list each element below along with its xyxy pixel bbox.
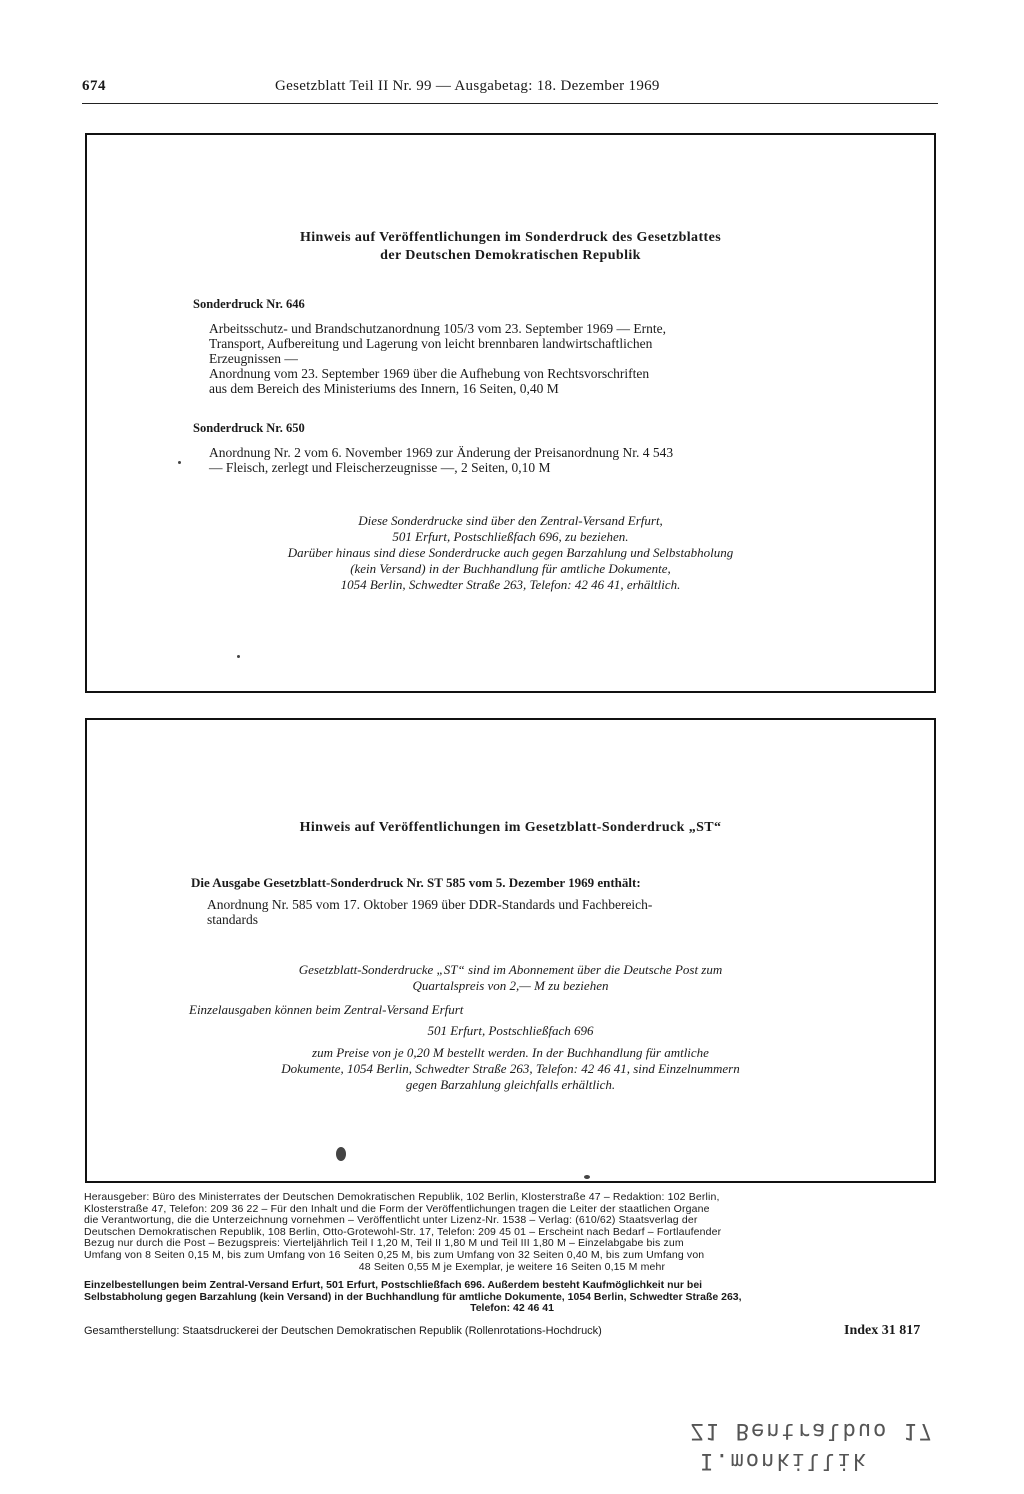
price-notice bbox=[87, 1045, 934, 1093]
body-line: — Fleisch, zerlegt und Fleischerzeugnisse —, 2 Seiten, 0,10 M bbox=[209, 460, 551, 475]
notice-line: (kein Versand) in der Buchhandlung für amtliche Dokumente, bbox=[350, 561, 671, 576]
notice-line: 1054 Berlin, Schwedter Straße 263, Telefon: 42 46 41, erhältlich. bbox=[340, 577, 681, 592]
box1-heading-line: der Deutschen Demokratischen Republik bbox=[380, 248, 641, 263]
bleed-through-stamp-line: I.monkillik bbox=[700, 1448, 868, 1473]
order-line: Telefon: 42 46 41 bbox=[470, 1303, 554, 1315]
issue-title: Die Ausgabe Gesetzblatt-Sonderdruck Nr. ST 585 vom 5. Dezember 1969 enthält: bbox=[191, 875, 641, 890]
running-header: Gesetzblatt Teil II Nr. 99 — Ausgabetag: 18. Dezember 1969 bbox=[275, 78, 660, 94]
imprint-line: die Verantwortung, die die Unterzeichnung vornehmen – Veröffentlicht unter Lizenz-Nr. 1538 – Verlag: (610/62) Staatsverlag der bbox=[84, 1215, 698, 1227]
box1-heading-line: Hinweis auf Veröffentlichungen im Sonderdruck des Gesetzblattes bbox=[299, 230, 722, 245]
body-line: standards bbox=[207, 912, 258, 927]
printer-credit: Gesamtherstellung: Staatsdruckerei der Deutschen Demokratischen Republik (Rollenrotations-Hochdruck) bbox=[84, 1325, 602, 1337]
subscription-notice bbox=[87, 962, 934, 994]
sonderdruck-notice-box bbox=[85, 133, 936, 693]
notice-line: gegen Barzahlung gleichfalls erhältlich. bbox=[405, 1077, 616, 1092]
imprint-line: Bezug nur durch die Post – Bezugspreis: Vierteljährlich Teil I 1,20 M, Teil II 1,80 M und Teil III 1,80 M – Einzelabgabe bis zum bbox=[84, 1238, 684, 1250]
address-line: 501 Erfurt, Postschließfach 696 bbox=[427, 1023, 594, 1038]
scan-speck bbox=[178, 461, 181, 464]
box2-heading: Hinweis auf Veröffentlichungen im Gesetzblatt-Sonderdruck „ST“ bbox=[299, 820, 722, 835]
index-number: Index 31 817 bbox=[844, 1323, 921, 1338]
issue-body bbox=[207, 897, 827, 927]
page-number: 674 bbox=[82, 78, 106, 94]
body-line: Anordnung Nr. 585 vom 17. Oktober 1969 über DDR-Standards und Fachbereich- bbox=[207, 897, 653, 912]
imprint-line: Klosterstraße 47, Telefon: 209 36 22 – Für den Inhalt und die Form der Veröffentlichungen tragen die Leiter der staatlichen Organe bbox=[84, 1203, 710, 1215]
st-sonderdruck-notice-box bbox=[85, 718, 936, 1183]
single-issue-notice: Einzelausgaben können beim Zentral-Versand Erfurt bbox=[189, 1002, 464, 1017]
notice-line: 501 Erfurt, Postschließfach 696, zu beziehen. bbox=[392, 529, 629, 544]
scan-speck bbox=[237, 655, 240, 658]
scan-speck bbox=[336, 1147, 346, 1161]
notice-line: Diese Sonderdrucke sind über den Zentral-Versand Erfurt, bbox=[358, 513, 663, 528]
bleed-through-stamp-line: Z1 Bentralbuo 17 bbox=[690, 1418, 934, 1443]
scan-speck bbox=[584, 1175, 590, 1179]
notice-line: Darüber hinaus sind diese Sonderdrucke auch gegen Barzahlung und Selbstabholung bbox=[287, 545, 734, 560]
box1-heading bbox=[87, 229, 934, 265]
distribution-notice bbox=[87, 513, 934, 593]
imprint bbox=[84, 1192, 940, 1273]
body-line: Anordnung vom 23. September 1969 über die Aufhebung von Rechtsvorschriften bbox=[209, 366, 650, 381]
imprint-line: Herausgeber: Büro des Ministerrates der Deutschen Demokratischen Republik, 102 Berlin, Klosterstraße 47 – Redaktion: 102 Berlin, bbox=[84, 1192, 720, 1203]
order-info bbox=[84, 1280, 940, 1315]
body-line: aus dem Bereich des Ministeriums des Innern, 16 Seiten, 0,40 M bbox=[209, 381, 559, 396]
notice-line: Gesetzblatt-Sonderdrucke „ST“ sind im Abonnement über die Deutsche Post zum bbox=[298, 962, 723, 977]
notice-line: Dokumente, 1054 Berlin, Schwedter Straße 263, Telefon: 42 46 41, sind Einzelnummern bbox=[281, 1061, 740, 1076]
imprint-line: Umfang von 8 Seiten 0,15 M, bis zum Umfang von 16 Seiten 0,25 M, bis zum Umfang von 32 Seiten 0,40 M, bis zum Umfang von bbox=[84, 1249, 705, 1261]
section-title-650: Sonderdruck Nr. 650 bbox=[193, 421, 305, 435]
header-rule bbox=[82, 103, 938, 104]
section-body-650 bbox=[209, 445, 829, 475]
section-body-646 bbox=[209, 321, 829, 396]
body-line: Arbeitsschutz- und Brandschutzanordnung 105/3 vom 23. September 1969 — Ernte, bbox=[209, 321, 667, 336]
section-title-646: Sonderdruck Nr. 646 bbox=[193, 297, 305, 311]
order-line: Selbstabholung gegen Barzahlung (kein Versand) in der Buchhandlung für amtliche Dokumente, 1054 Berlin, Schwedter Straße 263, bbox=[84, 1291, 742, 1303]
imprint-line: 48 Seiten 0,55 M je Exemplar, je weitere 16 Seiten 0,15 M mehr bbox=[358, 1261, 666, 1273]
order-line: Einzelbestellungen beim Zentral-Versand Erfurt, 501 Erfurt, Postschließfach 696. Außerdem besteht Kaufmöglichkeit nur bei bbox=[84, 1280, 703, 1291]
body-line: Anordnung Nr. 2 vom 6. November 1969 zur Änderung der Preisanordnung Nr. 4 543 bbox=[209, 445, 674, 460]
body-line: Erzeugnissen — bbox=[209, 351, 298, 366]
body-line: Transport, Aufbereitung und Lagerung von leicht brennbaren landwirtschaftlichen bbox=[209, 336, 653, 351]
notice-line: Quartalspreis von 2,— M zu beziehen bbox=[412, 978, 609, 993]
notice-line: zum Preise von je 0,20 M bestellt werden. In der Buchhandlung für amtliche bbox=[312, 1045, 709, 1060]
imprint-line: Deutschen Demokratischen Republik, 108 Berlin, Otto-Grotewohl-Str. 17, Telefon: 209 45 01 – Erscheint nach Bedarf – Fortlaufender bbox=[84, 1226, 722, 1238]
